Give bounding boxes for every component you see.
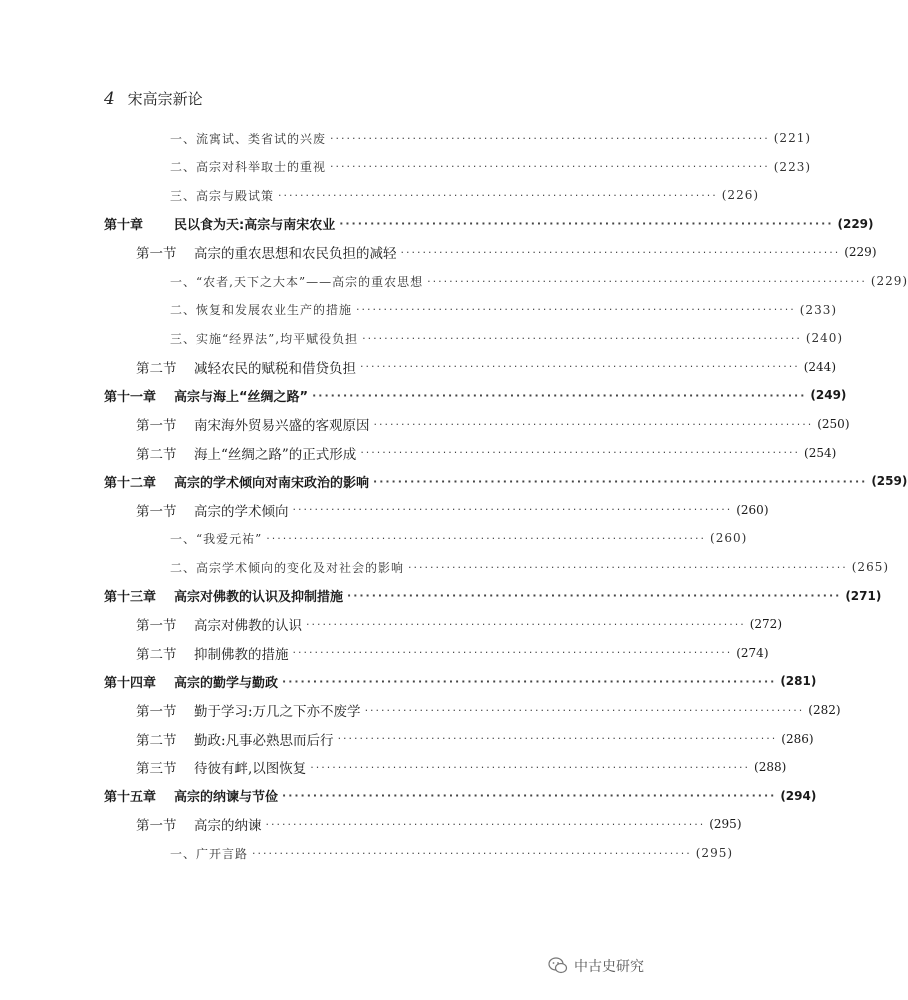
dot-leader: ················································································ xyxy=(282,789,777,803)
toc-entry-text: 高宗的重农思想和农民负担的减轻 xyxy=(194,246,397,263)
toc-entry-page: (249) xyxy=(810,388,847,403)
page-number: 4 xyxy=(104,89,115,109)
toc-entry-page: (295) xyxy=(709,817,742,832)
toc-entry-number: 第十章 xyxy=(104,218,144,234)
toc-entry-page: (260) xyxy=(710,531,748,546)
toc-entry-section xyxy=(136,811,742,837)
toc-entry-text: 勤政:凡事必熟思而后行 xyxy=(194,732,334,749)
toc-entry-number: 第一节 xyxy=(136,418,177,434)
toc-entry-title xyxy=(170,187,274,204)
toc-entry-text: 高宗的纳谏与节俭 xyxy=(174,790,279,806)
dot-leader: ················································································ xyxy=(362,331,802,345)
toc-entry-page: (286) xyxy=(781,731,814,746)
toc-entry-sub xyxy=(170,182,760,208)
dot-leader: ················································································ xyxy=(427,274,867,288)
toc-entry-section xyxy=(136,239,877,265)
toc-entry-number: 第一节 xyxy=(136,246,177,263)
toc-entry-text: 高宗的学术倾向 xyxy=(194,503,289,520)
toc-entry-title xyxy=(104,672,278,691)
toc-entry-page: (229) xyxy=(844,245,877,260)
toc-entry-section xyxy=(136,697,841,723)
toc-entry-title xyxy=(170,559,404,576)
toc-entry-title xyxy=(136,700,361,720)
toc-entry-text: 二、恢复和发展农业生产的措施 xyxy=(170,303,353,318)
toc-entry-sub xyxy=(170,297,838,323)
toc-entry-title xyxy=(104,786,278,805)
dot-leader: ················································································ xyxy=(292,646,733,660)
toc-entry-title xyxy=(136,357,356,377)
toc-entry-number: 第二节 xyxy=(136,732,177,749)
toc-entry-sub xyxy=(170,840,734,866)
dot-leader: ················································································ xyxy=(278,188,718,202)
toc-entry-text: 高宗的学术倾向对南宋政治的影响 xyxy=(174,475,370,491)
toc-entry-text: 一、流寓试、类省试的兴废 xyxy=(170,131,327,146)
toc-entry-number: 第一节 xyxy=(136,618,177,635)
toc-entry-page: (254) xyxy=(804,445,837,460)
toc-entry-sub xyxy=(170,525,748,551)
toc-entry-page: (288) xyxy=(754,760,787,775)
toc-entry-text: 一、广开言路 xyxy=(170,846,249,861)
toc-entry-number: 第二节 xyxy=(136,646,177,663)
toc-entry-page: (274) xyxy=(736,645,769,660)
toc-entry-page: (221) xyxy=(773,131,812,145)
toc-entry-page: (226) xyxy=(721,188,760,203)
toc-entry-title xyxy=(136,614,302,634)
toc-entry-number: 第二节 xyxy=(136,360,177,377)
toc-entry-chapter xyxy=(104,583,882,609)
toc-entry-chapter xyxy=(104,668,817,694)
toc-entry-text: 高宗的勤学与勤政 xyxy=(174,675,279,691)
toc-entry-number: 第三节 xyxy=(136,761,177,778)
toc-entry-page: (233) xyxy=(799,302,838,317)
dot-leader: ················································································ xyxy=(310,760,751,774)
toc-entry-title xyxy=(136,757,306,777)
toc-entry-text: 二、高宗对科举取士的重视 xyxy=(170,160,327,175)
toc-entry-title xyxy=(170,130,326,147)
toc-entry-title xyxy=(170,158,326,175)
toc-entry-text: 高宗对佛教的认识 xyxy=(194,618,302,635)
book-title: 宋高宗新论 xyxy=(127,90,203,108)
toc-entry-text: 南宋海外贸易兴盛的客观原因 xyxy=(194,418,370,434)
dot-leader: ················································································ xyxy=(408,560,848,574)
toc-entry-text: 抑制佛教的措施 xyxy=(194,646,289,663)
toc-entry-sub xyxy=(170,268,908,294)
toc-entry-page: (250) xyxy=(817,417,850,431)
toc-entry-text: 二、高宗学术倾向的变化及对社会的影响 xyxy=(170,560,405,575)
toc-entry-section xyxy=(136,640,769,666)
dot-leader: ················································································ xyxy=(292,503,733,517)
dot-leader: ················································································ xyxy=(356,303,796,317)
toc-entry-number: 第十一章 xyxy=(104,389,157,405)
toc-entry-title xyxy=(136,500,289,520)
toc-entry-section xyxy=(136,611,783,637)
toc-entry-chapter xyxy=(104,468,908,494)
toc-entry-title xyxy=(104,214,335,233)
toc-entry-text: 高宗的纳谏 xyxy=(194,818,262,835)
toc-entry-text: 高宗对佛教的认识及抑制措施 xyxy=(174,590,344,606)
toc-entry-page: (271) xyxy=(845,588,882,603)
toc-entry-title xyxy=(136,643,289,663)
toc-entry-number: 第一节 xyxy=(136,704,177,720)
toc-entry-text: 勤于学习:万几之下亦不废学 xyxy=(194,704,361,720)
dot-leader: ················································································ xyxy=(266,531,707,545)
toc-entry-number: 第十四章 xyxy=(104,675,157,691)
toc-entry-section xyxy=(136,440,837,466)
toc-entry-number: 第二节 xyxy=(136,446,177,463)
toc-entry-title xyxy=(136,443,356,463)
toc-entry-page: (260) xyxy=(736,502,769,517)
dot-leader: ················································································ xyxy=(347,589,842,603)
toc-entry-title xyxy=(136,814,262,834)
toc-entry-section xyxy=(136,754,787,780)
wechat-icon xyxy=(548,956,568,976)
toc-entry-number: 第十三章 xyxy=(104,590,157,606)
toc-entry-section xyxy=(136,726,814,752)
toc-entry-page: (281) xyxy=(780,674,817,689)
toc-entry-page: (259) xyxy=(871,474,908,489)
toc-entry-page: (294) xyxy=(780,788,817,803)
toc-entry-text: 一、“我爱元祐” xyxy=(170,531,263,546)
toc-entry-chapter xyxy=(104,382,847,408)
toc-entry-page: (240) xyxy=(805,331,844,346)
toc-entry-page: (244) xyxy=(803,359,837,374)
toc-entry-sub xyxy=(170,125,812,151)
toc-entry-page: (229) xyxy=(837,216,874,231)
toc-entry-title xyxy=(170,273,423,290)
dot-leader: ················································································ xyxy=(330,131,770,145)
toc-entry-page: (272) xyxy=(749,617,783,632)
toc-entry-title xyxy=(104,472,369,491)
toc-entry-title xyxy=(104,386,308,405)
dot-leader: ················································································ xyxy=(252,846,692,860)
toc-entry-text: 高宗与海上“丝绸之路” xyxy=(174,389,309,405)
toc-entry-text: 一、“农者,天下之大本”——高宗的重农思想 xyxy=(170,274,424,289)
toc-entry-section xyxy=(136,411,850,437)
toc-entry-page: (223) xyxy=(773,159,812,174)
toc-entry-number: 第十五章 xyxy=(104,790,157,806)
toc-entry-text: 待彼有衅,以图恢复 xyxy=(194,761,307,778)
dot-leader: ················································································ xyxy=(337,732,778,746)
toc-entry-section xyxy=(136,354,837,380)
toc-entry-title xyxy=(104,586,343,605)
dot-leader: ················································································ xyxy=(373,417,814,431)
dot-leader: ················································································ xyxy=(330,160,770,174)
toc-entry-title xyxy=(136,729,334,749)
dot-leader: ················································································ xyxy=(312,388,807,402)
dot-leader: ················································································ xyxy=(373,474,868,488)
running-header xyxy=(104,88,203,109)
toc-entry-title xyxy=(170,301,352,318)
toc-entry-number: 第一节 xyxy=(136,503,177,520)
toc-entry-title xyxy=(136,242,397,262)
toc-entry-page: (229) xyxy=(870,274,908,288)
dot-leader: ················································································ xyxy=(360,360,800,374)
toc-entry-text: 减轻农民的赋税和借贷负担 xyxy=(194,360,356,377)
toc-entry-title xyxy=(170,330,358,347)
toc-entry-title xyxy=(170,530,262,547)
watermark-text: 中古史研究 xyxy=(574,959,644,975)
toc-entry-chapter xyxy=(104,783,817,809)
toc-entry-title xyxy=(136,414,370,434)
dot-leader: ················································································ xyxy=(360,446,801,460)
toc-entry-page: (295) xyxy=(695,846,734,860)
toc-entry-page: (282) xyxy=(808,703,841,717)
toc-entry-section xyxy=(136,497,769,523)
toc-entry-number: 第一节 xyxy=(136,818,177,835)
toc-entry-sub xyxy=(170,554,890,580)
toc-entry-page: (265) xyxy=(851,560,890,574)
dot-leader: ················································································ xyxy=(400,245,841,259)
toc-entry-chapter xyxy=(104,211,874,237)
toc-entry-text: 三、实施“经界法”,均平赋役负担 xyxy=(170,331,359,346)
dot-leader: ················································································ xyxy=(339,217,834,231)
watermark xyxy=(548,956,644,976)
toc-entry-text: 三、高宗与殿试策 xyxy=(170,188,275,203)
toc-entry-text: 海上“丝绸之路”的正式形成 xyxy=(194,446,357,463)
toc-entry-number: 第十二章 xyxy=(104,475,157,491)
toc-entry-sub xyxy=(170,325,844,351)
toc-entry-sub xyxy=(170,154,812,180)
dot-leader: ················································································ xyxy=(306,617,746,631)
toc-entry-title xyxy=(170,845,248,862)
dot-leader: ················································································ xyxy=(282,674,777,688)
dot-leader: ················································································ xyxy=(364,703,805,717)
dot-leader: ················································································ xyxy=(265,817,706,831)
toc-entry-text: 民以食为天:高宗与南宋农业 xyxy=(174,218,336,234)
